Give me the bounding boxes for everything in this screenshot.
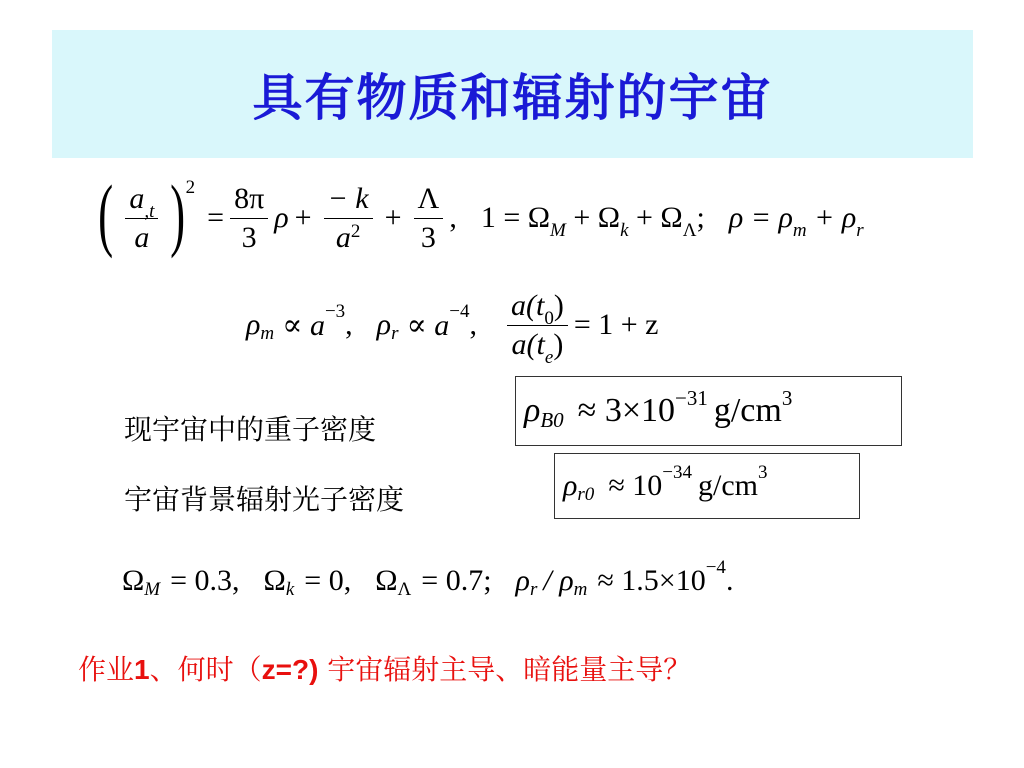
friedmann-equation: ( $\frac{a_{,t}}{a}$ ) 2 = $\frac{8\pi}{3}$ ρ + $\frac{- k}{a^2}$ + $\frac{\Lambda}{3}$ , $1 = \Omega_M + \Omega_k + \Omega_\Lambda$; $\rho = \rho_m + \rho_r$ (98, 168, 864, 259)
lambda-fraction: $\frac{\Lambda}{3}$ (414, 183, 444, 253)
density-fraction: $\frac{8\pi}{3}$ (230, 183, 268, 253)
right-paren: ) (170, 168, 186, 259)
title-banner (52, 30, 973, 158)
slide-title: 具有物质和辐射的宇宙 (252, 69, 773, 127)
left-paren: ( (98, 168, 114, 259)
homework-question: 作业1、何时（z=?) 宇宙辐射主导、暗能量主导？ (78, 653, 692, 686)
photon-density-label: 宇宙背景辐射光子密度 (124, 483, 405, 516)
hubble-fraction: $\frac{a_{,t}}{a}$ (125, 183, 158, 253)
omega-sum: $1 = \Omega_M + \Omega_k + \Omega_\Lambda$; (480, 201, 705, 241)
scaling-relations: ρ m ∝ a −3 , ρ r ∝ a −4 , $\frac{a(t_0)}{a(t_e)}$ = 1 + z (246, 289, 659, 368)
baryon-density-label: 现宇宙中的重子密度 (124, 413, 377, 446)
rho-definition: $\rho = \rho_m + \rho_r$ (728, 201, 864, 241)
photon-density-box: ρ r0 ≈ 10 −34 g/cm 3 (554, 453, 860, 519)
curvature-fraction: $\frac{- k}{a^2}$ (324, 183, 373, 253)
baryon-density-box: ρ B0 ≈ 3×10 −31 g/cm 3 (515, 376, 902, 446)
redshift-fraction: $\frac{a(t_0)}{a(t_e)}$ (507, 290, 568, 360)
cosmological-parameters: Ω M = 0.3, Ω k = 0, Ω Λ = 0.7; ρ r / ρ m ≈ 1.5×10 −4 . (122, 557, 734, 600)
